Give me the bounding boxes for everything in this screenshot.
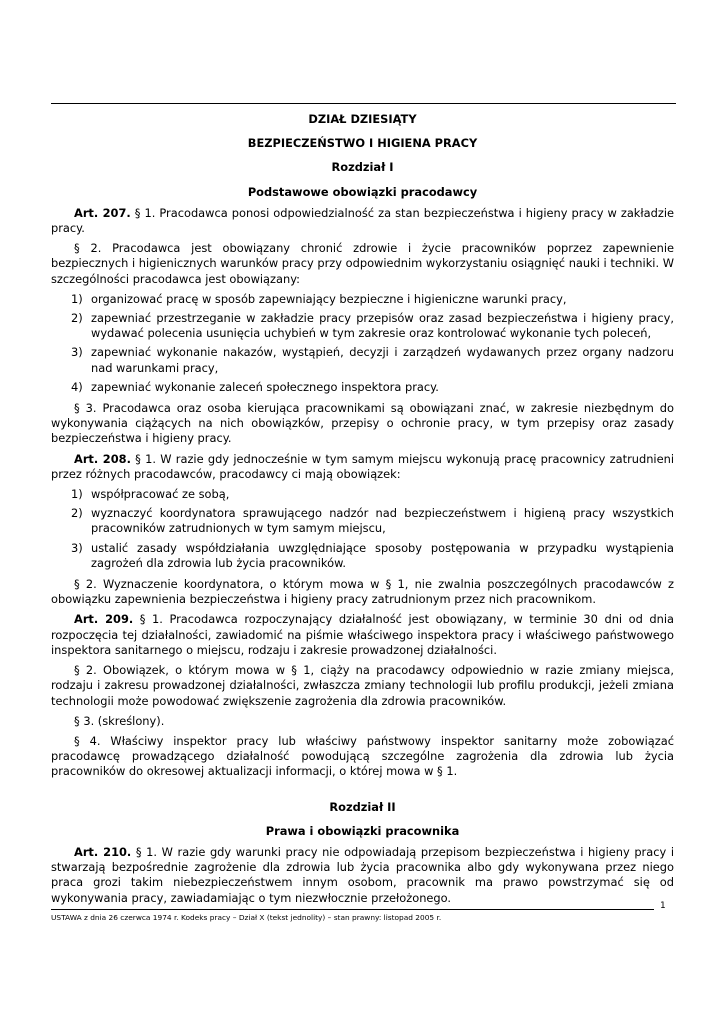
list-item [51, 487, 674, 502]
list-item-text: wyznaczyć koordynatora sprawującego nadzór nad bezpieczeństwem i higieną pracy wszystkich pracowników zatrudnionych w tym samym miejscu, [91, 506, 674, 536]
article-208-par-1 [51, 452, 674, 482]
article-209-par-3: § 3. (skreślony). [74, 713, 165, 728]
top-rule [51, 103, 676, 104]
list-item [51, 345, 674, 375]
list-item-text: organizować pracę w sposób zapewniający bezpieczne i higieniczne warunki pracy, [91, 291, 567, 306]
list-item-text: zapewniać wykonanie nakazów, wystąpień, decyzji i zarządzeń wydawanych przez organy nadzoru nad warunkami pracy, [91, 345, 674, 375]
article-209-par-1 [51, 612, 674, 658]
section-heading: DZIAŁ DZIESIĄTY [308, 112, 417, 126]
chapter-title: Podstawowe obowiązki pracodawcy [247, 184, 478, 199]
article-210-par-1 [51, 845, 674, 906]
list-item-text: ustalić zasady współdziałania uwzględniające sposoby postępowania w przypadku wystąpienia zagrożeń dla zdrowia lub życia pracowników. [91, 540, 674, 570]
article-207-list [51, 292, 674, 395]
article-label: Art. 207. [74, 205, 131, 220]
footer-rule [51, 909, 654, 910]
paragraph-text: § 1. W razie gdy jednocześnie w tym samym miejscu wykonują pracę pracownicy zatrudnieni przez różnych pracodawców, pracodawcy ci mają obowiązek: [51, 451, 674, 481]
document-body [51, 112, 674, 911]
list-item-number: 3) [71, 345, 83, 360]
chapter-heading: Rozdział II [329, 799, 396, 814]
article-207-par-2: § 2. Pracodawca jest obowiązany chronić zdrowie i życie pracowników poprzez zapewnienie bezpiecznych i higienicznych warunków pracy przy odpowiednim wykorzystaniu osiągnięć nauki i techniki. W szczególności pracodawca jest obowiązany: [51, 241, 674, 286]
article-label: Art. 208. [74, 451, 131, 466]
paragraph-text: § 1. W razie gdy warunki pracy nie odpowiadają przepisom bezpieczeństwa i higieny pracy i stwarzają bezpośrednie zagrożenie dla zdrowia lub życia pracownika albo gdy wykonywana przez niego praca grozi takim niebezpieczeństwem innym osobom, pracownik ma prawo powstrzymać się od wykonywania pracy, zawiadamiając o tym niezwłocznie przełożonego. [51, 844, 674, 905]
list-item-number: 4) [71, 379, 83, 394]
list-item [51, 380, 674, 395]
article-209-par-2: § 2. Obowiązek, o którym mowa w § 1, ciąży na pracodawcy odpowiednio w razie zmiany miejsca, rodzaju i zakresu prowadzonej działalności, zwłaszcza zmiany technologii lub profilu produkcji, jeżeli zmiana technologii może powodować zwiększenie zagrożenia dla zdrowia pracowników. [51, 663, 674, 708]
article-label: Art. 210. [74, 844, 132, 859]
list-item-text: zapewniać wykonanie zaleceń społecznego inspektora pracy. [91, 379, 439, 394]
footer-note: USTAWA z dnia 26 czerwca 1974 r. Kodeks pracy – Dział X (tekst jednolity) – stan prawny: listopad 2005 r. [51, 913, 442, 922]
list-item-text: zapewniać przestrzeganie w zakładzie pracy przepisów oraz zasad bezpieczeństwa i higieny pracy, wydawać polecenia usunięcia uchybień w tym zakresie oraz kontrolować wykonanie tych poleceń, [91, 311, 674, 341]
list-item [51, 541, 674, 571]
paragraph-text: § 1. Pracodawca rozpoczynający działalność jest obowiązany, w terminie 30 dni od dnia rozpoczęcia tej działalności, zawiadomić na piśmie właściwego inspektora pracy i właściwego państwowego inspektora sanitarnego o miejscu, rodzaju i zakresie prowadzonej działalności. [51, 612, 674, 657]
list-item-number: 1) [71, 291, 83, 306]
article-label: Art. 209. [74, 612, 134, 627]
chapter-title: Prawa i obowiązki pracownika [265, 823, 460, 838]
page-number: 1 [660, 901, 666, 911]
list-item-number: 2) [71, 311, 83, 326]
section-title: BEZPIECZEŃSTWO I HIGIENA PRACY [247, 136, 478, 151]
list-item-text: współpracować ze sobą, [91, 487, 230, 502]
chapter-heading: Rozdział I [331, 160, 394, 175]
article-207-par-1 [51, 206, 674, 236]
list-item-number: 1) [71, 487, 83, 502]
article-207-par-3: § 3. Pracodawca oraz osoba kierująca pracownikami są obowiązani znać, w zakresie niezbędnym do wykonywania ciążących na nich obowiązków, przepisy o ochronie pracy, w tym przepisy oraz zasady bezpieczeństwa i higieny pracy. [51, 401, 674, 446]
list-item [51, 292, 674, 307]
article-208-list [51, 487, 674, 571]
list-item-number: 2) [71, 506, 83, 521]
section-spacer [51, 785, 674, 800]
list-item-number: 3) [71, 540, 83, 555]
paragraph-text: § 1. Pracodawca ponosi odpowiedzialność za stan bezpieczeństwa i higieny pracy w zakładzie pracy. [51, 205, 674, 236]
list-item [51, 311, 674, 341]
article-209-par-4: § 4. Właściwy inspektor pracy lub właściwy państwowy inspektor sanitarny może zobowiązać pracodawcę prowadzącego działalność powodującą szczególne zagrożenia dla zdrowia lub życia pracowników do okresowej aktualizacji informacji, o której mowa w § 1. [51, 733, 674, 779]
article-208-par-2: § 2. Wyznaczenie koordynatora, o którym mowa w § 1, nie zwalnia poszczególnych pracodawców z obowiązku zapewnienia bezpieczeństwa i higieny pracy zatrudnionym przez nich pracownikom. [51, 577, 674, 607]
list-item [51, 506, 674, 536]
